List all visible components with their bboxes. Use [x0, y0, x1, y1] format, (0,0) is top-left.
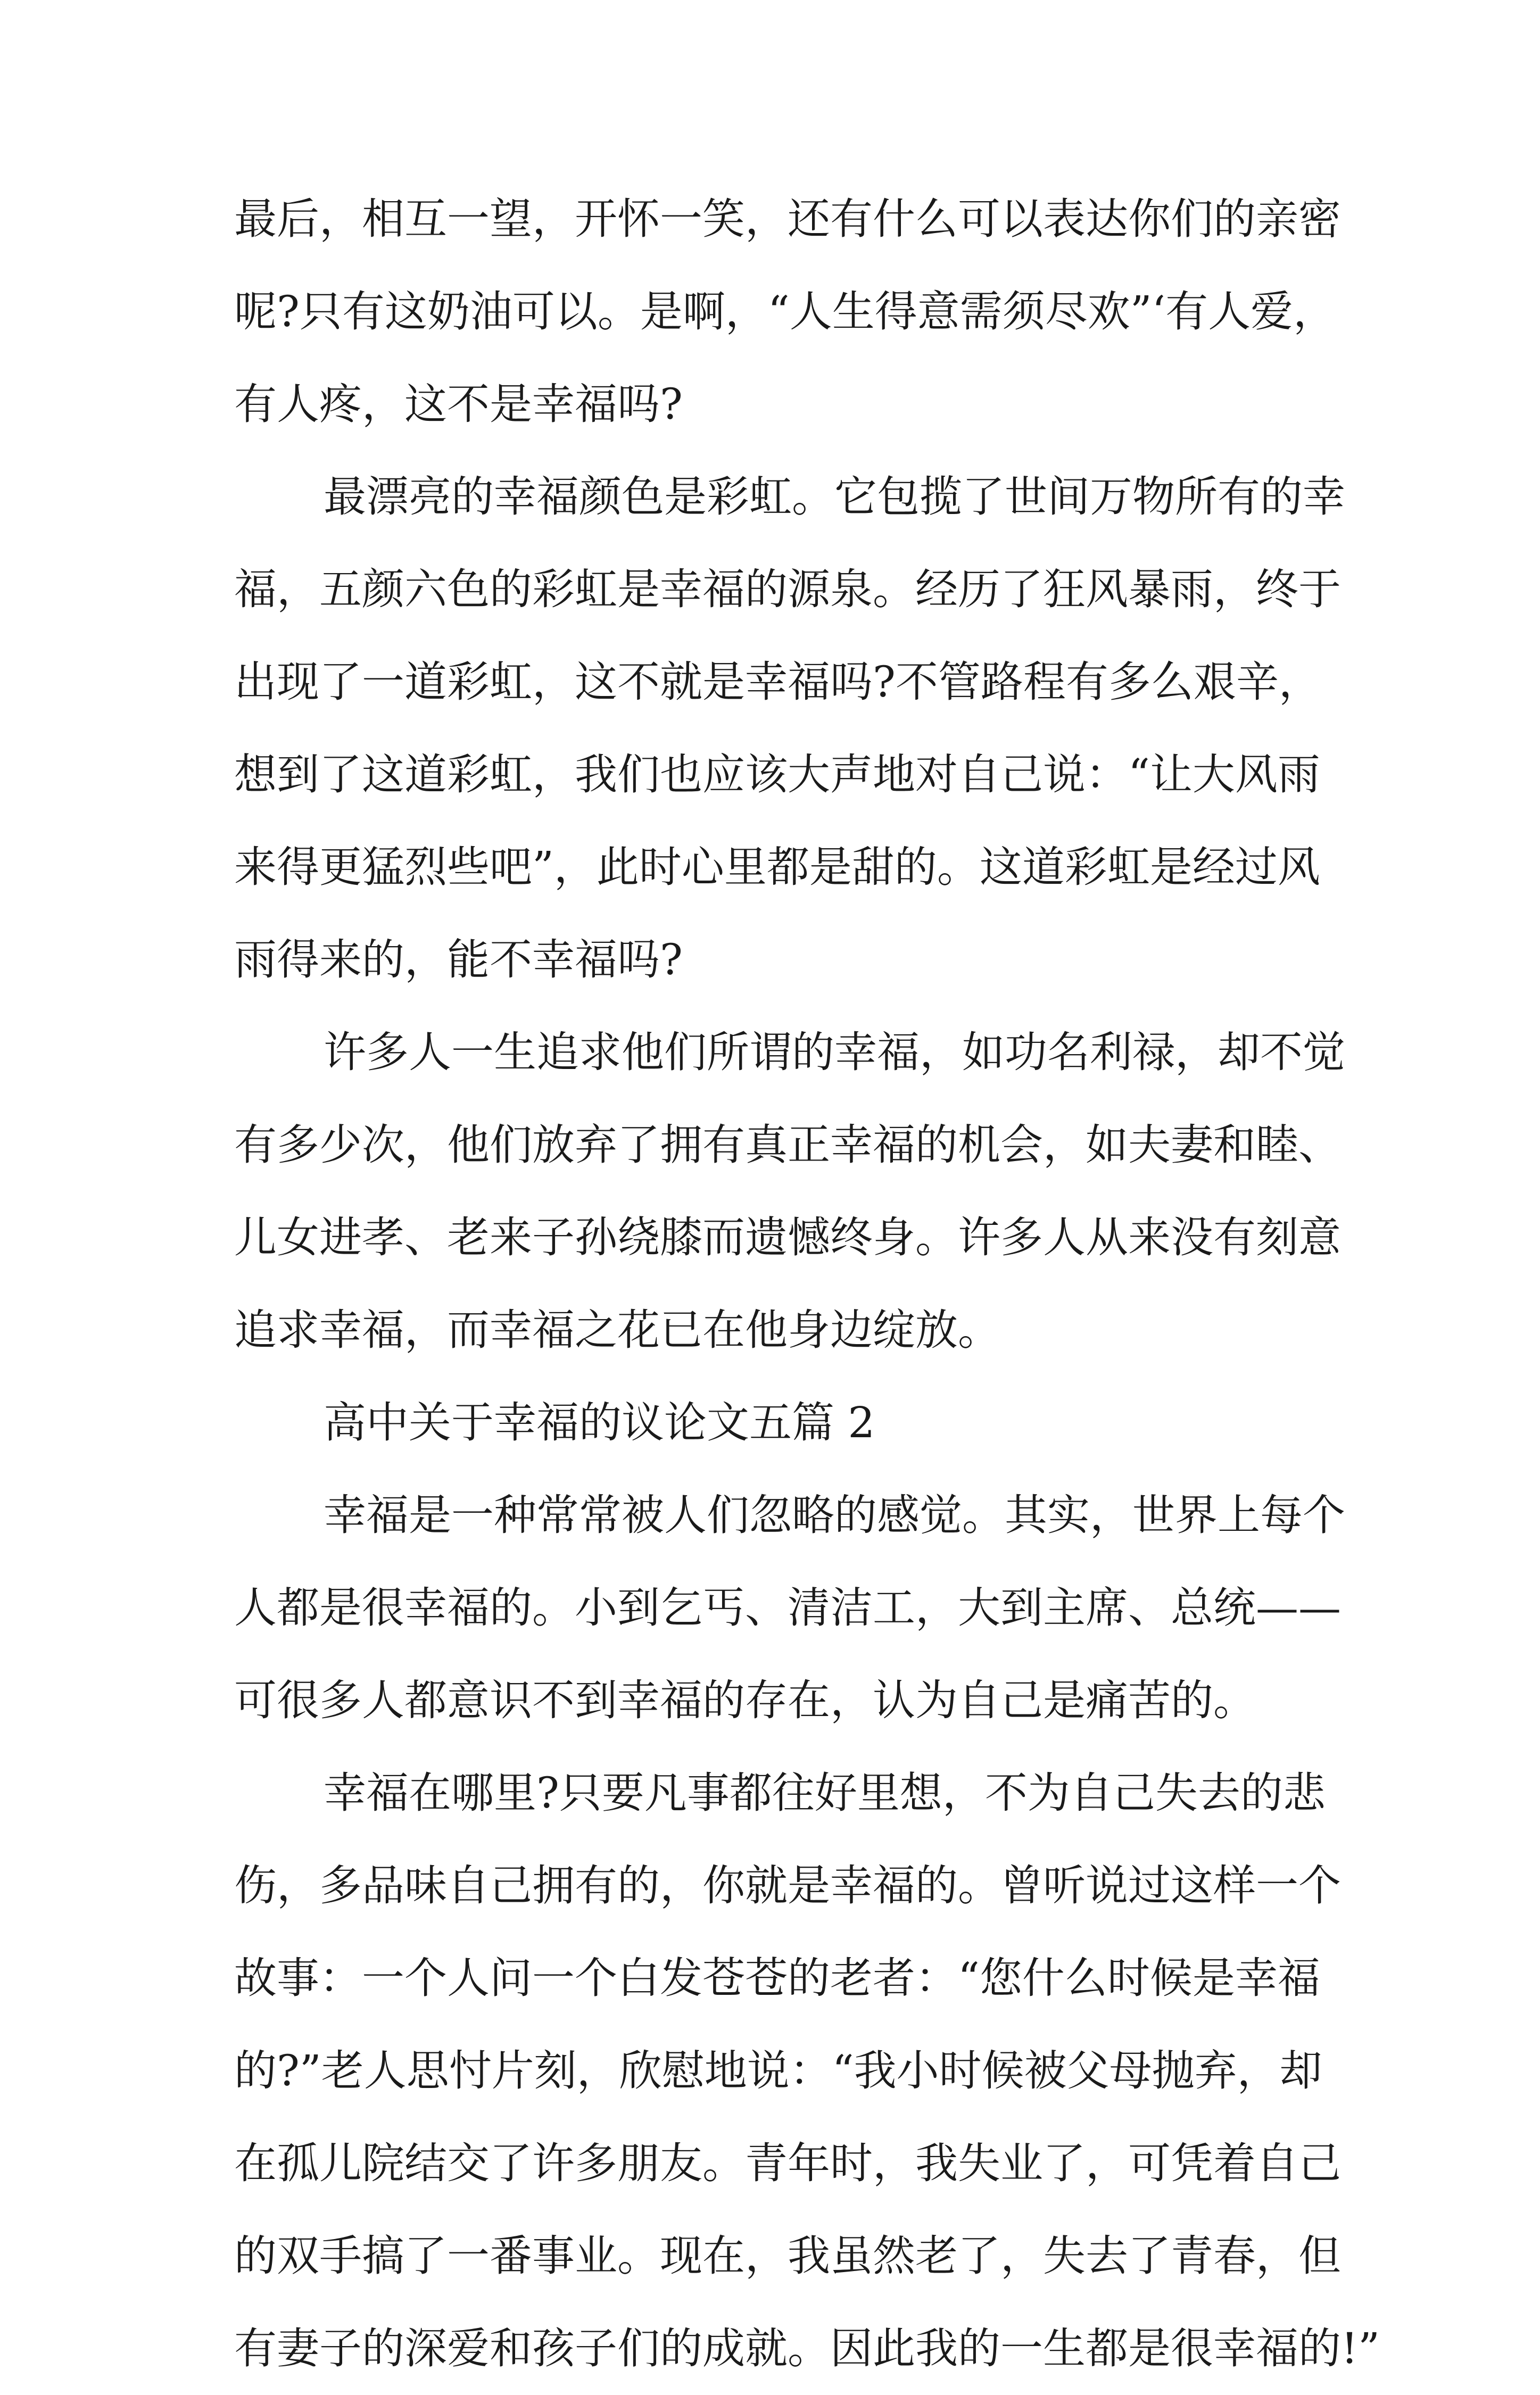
paragraph-start-line: 最漂亮的幸福颜色是彩虹。它包揽了世间万物所有的幸	[324, 472, 1345, 521]
paragraph-start-line: 幸福是一种常常被人们忽略的感觉。其实，世界上每个	[324, 1490, 1345, 1540]
text-line: 的?”老人思忖片刻，欣慰地说：“我小时候被父母抛弃，却	[234, 2046, 1322, 2095]
section-heading: 高中关于幸福的议论文五篇 2	[324, 1398, 875, 1447]
text-line: 故事：一个人问一个白发苍苍的老者：“您什么时候是幸福	[234, 1953, 1320, 2003]
text-line: 的双手搞了一番事业。现在，我虽然老了，失去了青春，但	[234, 2231, 1341, 2281]
text-line: 呢?只有这奶油可以。是啊，“人生得意需须尽欢”‘有人爱，	[234, 287, 1336, 336]
text-line: 雨得来的，能不幸福吗?	[234, 935, 683, 984]
text-line: 有妻子的深爱和孩子们的成就。因此我的一生都是很幸福的!”	[234, 2324, 1380, 2373]
text-line: 来得更猛烈些吧”，此时心里都是甜的。这道彩虹是经过风	[234, 842, 1320, 892]
text-line: 儿女进孝、老来子孙绕膝而遗憾终身。许多人从来没有刻意	[234, 1213, 1341, 1262]
text-line: 有人疼，这不是幸福吗?	[234, 379, 683, 429]
text-line: 在孤儿院结交了许多朋友。青年时，我失业了，可凭着自己	[234, 2139, 1341, 2188]
text-line: 有多少次，他们放弃了拥有真正幸福的机会，如夫妻和睦、	[234, 1120, 1341, 1170]
document-body	[234, 173, 1380, 2395]
paragraph-start-line: 幸福在哪里?只要凡事都往好里想，不为自己失去的悲	[324, 1768, 1326, 1818]
text-line: 出现了一道彩虹，这不就是幸福吗?不管路程有多么艰辛，	[234, 657, 1321, 707]
text-line: 可很多人都意识不到幸福的存在，认为自己是痛苦的。	[234, 1676, 1256, 1725]
paragraph-start-line: 许多人一生追求他们所谓的幸福，如功名利禄，却不觉	[324, 1027, 1345, 1077]
text-line: 想到了这道彩虹，我们也应该大声地对自己说：“让大风雨	[234, 750, 1320, 799]
text-line: 人都是很幸福的。小到乞丐、清洁工，大到主席、总统——	[234, 1583, 1341, 1632]
text-line: 最后，相互一望，开怀一笑，还有什么可以表达你们的亲密	[234, 194, 1341, 244]
text-line: 追求幸福，而幸福之花已在他身边绽放。	[234, 1305, 1000, 1355]
text-line: 伤，多品味自己拥有的，你就是幸福的。曾听说过这样一个	[234, 1861, 1341, 1910]
text-line: 福，五颜六色的彩虹是幸福的源泉。经历了狂风暴雨，终于	[234, 565, 1341, 614]
